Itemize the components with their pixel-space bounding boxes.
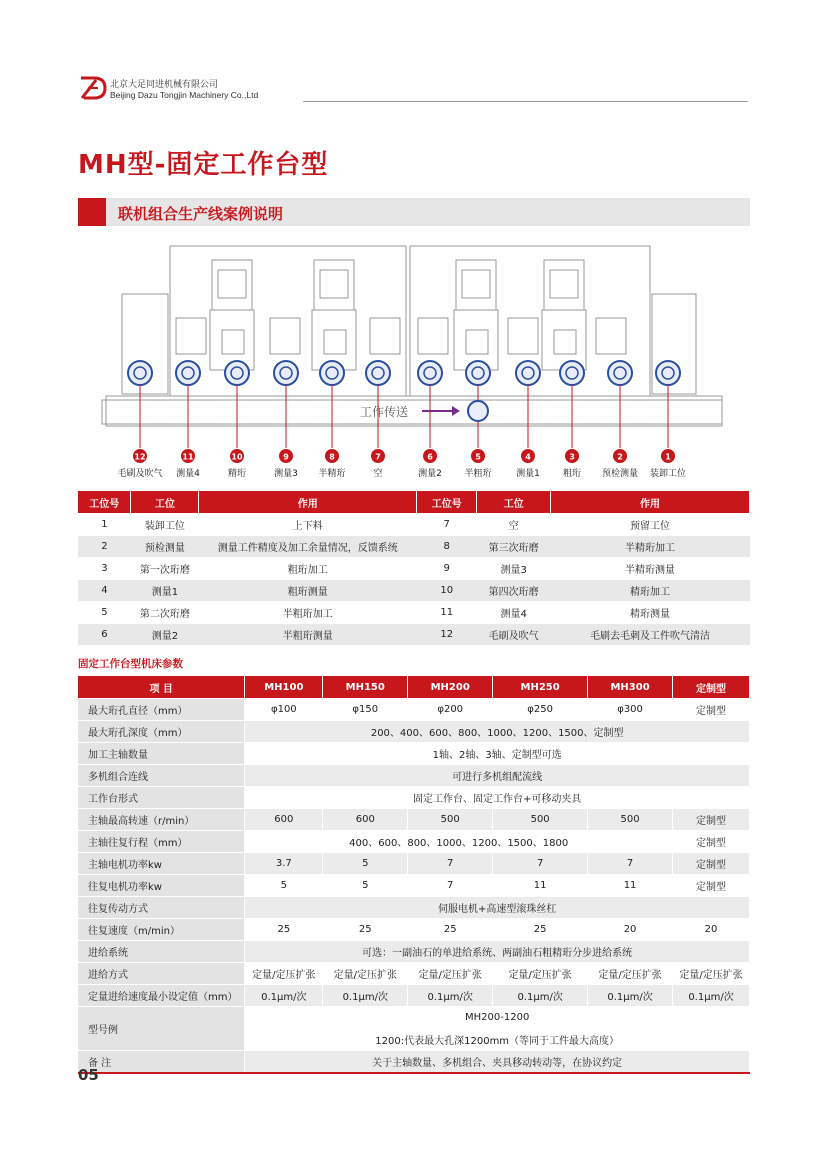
- station-table-cell: 8: [417, 536, 477, 558]
- params-cell: 400、600、800、1000、1200、1500、1800: [245, 831, 673, 853]
- params-table-header: MH250: [493, 676, 588, 699]
- production-line-diagram: [100, 240, 730, 484]
- table-row: [78, 1007, 750, 1029]
- params-cell: φ250: [493, 699, 588, 721]
- machine-outlines: [102, 246, 722, 426]
- params-table-header: MH200: [408, 676, 493, 699]
- station-label: 测量2: [418, 469, 442, 479]
- params-cell: 0.1μm/次: [588, 985, 673, 1007]
- params-row-label: 主轴电机功率kw: [78, 853, 245, 875]
- table-row: [78, 941, 750, 963]
- station-table-header: 工位号: [78, 491, 131, 514]
- station-wheel-icon: [656, 361, 680, 385]
- station-table-cell: 2: [78, 536, 131, 558]
- measure-head-1: [270, 318, 300, 354]
- station-table: [78, 491, 750, 646]
- table-row: [78, 787, 750, 809]
- params-cell: 定量/定压扩张: [245, 963, 323, 985]
- params-title: 固定工作台型机床参数: [78, 658, 183, 670]
- page-title: MH型-固定工作台型: [78, 150, 329, 180]
- spindle-head-2: [462, 270, 490, 298]
- table-row: [78, 602, 750, 624]
- params-cell: 25: [493, 919, 588, 941]
- params-cell: φ100: [245, 699, 323, 721]
- station-table-cell: 第四次珩磨: [477, 580, 551, 602]
- station-wheel-icon: [560, 361, 584, 385]
- station-label: 装卸工位: [649, 469, 687, 479]
- params-cell: 关于主轴数量、多机组合、夹具移动转动等，在协议约定: [245, 1051, 750, 1074]
- section-marker: [78, 198, 106, 226]
- station-label: 半粗珩: [464, 469, 492, 479]
- station-wheel-icon: [366, 361, 390, 385]
- station-table-cell: 半精珩加工: [551, 536, 750, 558]
- station-table-cell: 粗珩测量: [199, 580, 417, 602]
- params-cell: MH200-1200: [245, 1007, 750, 1029]
- station-table-cell: 第二次珩磨: [131, 602, 199, 624]
- station-table-cell: 毛刷及吹气: [477, 624, 551, 646]
- station-number: 10: [231, 452, 243, 462]
- station-table-header: 作用: [551, 491, 750, 514]
- station-table-cell: 6: [78, 624, 131, 646]
- station-number: 8: [329, 452, 335, 462]
- params-cell: 7: [588, 853, 673, 875]
- station-wheel-icon: [320, 361, 344, 385]
- station-table-cell: 粗珩加工: [199, 558, 417, 580]
- station-table-cell: 装卸工位: [131, 514, 199, 536]
- station-table-cell: 精珩测量: [551, 602, 750, 624]
- params-cell: 25: [323, 919, 408, 941]
- station-table-cell: 毛刷去毛刺及工件吹气清洁: [551, 624, 750, 646]
- params-cell: 600: [323, 809, 408, 831]
- params-cell: 定量/定压扩张: [673, 963, 750, 985]
- params-row-label: 进给系统: [78, 941, 245, 963]
- header-rule: [303, 101, 748, 102]
- station-table-cell: 9: [417, 558, 477, 580]
- flow-label: 工作传送: [360, 405, 409, 419]
- station-table-cell: 第一次珩磨: [131, 558, 199, 580]
- params-row-label: 备 注: [78, 1051, 245, 1074]
- station-label: 精珩: [227, 469, 247, 479]
- measure-head-5: [596, 318, 626, 354]
- station-markers: [117, 361, 686, 479]
- table-row: [78, 875, 750, 897]
- spindle-head-3: [550, 270, 578, 298]
- params-cell: 200、400、600、800、1000、1200、1500、定制型: [245, 721, 750, 743]
- table-row: [78, 624, 750, 646]
- company-name-en: Beijing Dazu Tongjin Machinery Co.,Ltd: [110, 90, 259, 100]
- conveyor-rail: [102, 400, 722, 424]
- station-table-cell: 4: [78, 580, 131, 602]
- station-table-cell: 上下料: [199, 514, 417, 536]
- params-cell: 定量/定压扩张: [588, 963, 673, 985]
- params-cell: 500: [493, 809, 588, 831]
- station-table-cell: 3: [78, 558, 131, 580]
- station-label: 空: [373, 469, 383, 479]
- station-number: 12: [134, 452, 146, 462]
- spindle-gear-3: [554, 330, 576, 354]
- params-cell: 20: [588, 919, 673, 941]
- section-title: 联机组合生产线案例说明: [118, 205, 284, 223]
- params-cell: 5: [323, 875, 408, 897]
- station-wheel-icon: [176, 361, 200, 385]
- params-row-label: 进给方式: [78, 963, 245, 985]
- station-number: 7: [375, 452, 381, 462]
- spindle-head-0: [218, 270, 246, 298]
- table-row: [78, 721, 750, 743]
- table-row: [78, 699, 750, 721]
- params-cell: 可选：一副油石的单进给系统、两副油石粗精珩分步进给系统: [245, 941, 750, 963]
- station-label: 测量4: [176, 469, 200, 479]
- params-cell: 定制型: [673, 809, 750, 831]
- params-cell: 5: [323, 853, 408, 875]
- measure-head-4: [508, 318, 538, 354]
- spindle-head-1: [320, 270, 348, 298]
- table-row: [78, 897, 750, 919]
- params-table: [78, 676, 750, 1074]
- station-table-cell: 精珩加工: [551, 580, 750, 602]
- params-row-label: 定量进给速度最小设定值（mm）: [78, 985, 245, 1007]
- company-logo-icon: [78, 74, 108, 102]
- params-cell: 500: [588, 809, 673, 831]
- station-number: 11: [182, 452, 194, 462]
- params-cell: 可进行多机组配流线: [245, 765, 750, 787]
- params-cell: 定制型: [673, 853, 750, 875]
- measure-head-3: [418, 318, 448, 354]
- transfer-wheel-icon: [468, 401, 488, 421]
- station-label: 预检测量: [601, 469, 639, 479]
- params-cell: 定制型: [673, 875, 750, 897]
- params-row-label: 往复电机功率kw: [78, 875, 245, 897]
- station-number: 6: [427, 452, 433, 462]
- table-row: [78, 1051, 750, 1074]
- station-label: 半精珩: [318, 469, 346, 479]
- station-table-cell: 半精珩测量: [551, 558, 750, 580]
- params-cell: 11: [493, 875, 588, 897]
- table-row: [78, 809, 750, 831]
- params-cell: 25: [408, 919, 493, 941]
- table-row: [78, 853, 750, 875]
- table-row: [78, 919, 750, 941]
- station-table-cell: 1: [78, 514, 131, 536]
- page-header: [78, 70, 748, 106]
- params-cell: 0.1μm/次: [673, 985, 750, 1007]
- station-number: 1: [665, 452, 671, 462]
- measure-head-2: [370, 318, 400, 354]
- params-cell: 定量/定压扩张: [408, 963, 493, 985]
- station-label: 粗珩: [562, 469, 582, 479]
- station-table-cell: 测量3: [477, 558, 551, 580]
- params-row-label: 多机组合连线: [78, 765, 245, 787]
- spindle-column-3: [542, 310, 586, 370]
- station-table-cell: 测量工件精度及加工余量情况，反馈系统: [199, 536, 417, 558]
- params-cell: 7: [408, 875, 493, 897]
- station-table-cell: 预检测量: [131, 536, 199, 558]
- table-row: [78, 985, 750, 1007]
- station-wheel-icon: [128, 361, 152, 385]
- params-cell: 0.1μm/次: [323, 985, 408, 1007]
- station-wheel-icon: [466, 361, 490, 385]
- station-wheel-icon: [274, 361, 298, 385]
- params-cell: 伺服电机+高速型滚珠丝杠: [245, 897, 750, 919]
- params-cell: 20: [673, 919, 750, 941]
- station-wheel-icon: [516, 361, 540, 385]
- station-table-cell: 测量1: [131, 580, 199, 602]
- table-row: [78, 963, 750, 985]
- params-row-label: 最大珩孔直径（mm）: [78, 699, 245, 721]
- params-cell: 0.1μm/次: [493, 985, 588, 1007]
- station-label: 毛刷及吹气: [117, 469, 163, 479]
- station-label: 测量1: [516, 469, 540, 479]
- table-row: [78, 514, 750, 536]
- station-table-cell: 半粗珩测量: [199, 624, 417, 646]
- params-cell: 0.1μm/次: [245, 985, 323, 1007]
- station-table-cell: 7: [417, 514, 477, 536]
- station-number: 4: [525, 452, 531, 462]
- station-number: 5: [475, 452, 481, 462]
- page-number: 05: [78, 1066, 99, 1084]
- station-table-header: 工位: [131, 491, 199, 514]
- params-cell: φ300: [588, 699, 673, 721]
- params-row-label: 工作台形式: [78, 787, 245, 809]
- params-cell: 7: [408, 853, 493, 875]
- flow-arrowhead-icon: [452, 406, 460, 416]
- station-number: 9: [283, 452, 289, 462]
- station-number: 2: [617, 452, 623, 462]
- params-cell: 7: [493, 853, 588, 875]
- table-row: [78, 831, 750, 853]
- params-table-header: MH100: [245, 676, 323, 699]
- station-table-cell: 5: [78, 602, 131, 624]
- params-cell: 3.7: [245, 853, 323, 875]
- params-table-header: 项 目: [78, 676, 245, 699]
- params-cell: 定制型: [673, 699, 750, 721]
- params-cell: 5: [245, 875, 323, 897]
- params-table-header: MH300: [588, 676, 673, 699]
- params-table-header: MH150: [323, 676, 408, 699]
- table-row: [78, 558, 750, 580]
- section-heading: [78, 198, 750, 226]
- params-cell: 500: [408, 809, 493, 831]
- params-cell: 定量/定压扩张: [493, 963, 588, 985]
- station-table-cell: 11: [417, 602, 477, 624]
- spindle-gear-0: [222, 330, 244, 354]
- spindle-gear-1: [324, 330, 346, 354]
- params-cell: 定制型: [673, 831, 750, 853]
- station-table-header: 工位: [477, 491, 551, 514]
- params-cell: 1轴、2轴、3轴、定制型可选: [245, 743, 750, 765]
- params-table-header: 定制型: [673, 676, 750, 699]
- table-row: [78, 580, 750, 602]
- company-name-cn: 北京大足同进机械有限公司: [110, 80, 219, 90]
- spindle-gear-2: [466, 330, 488, 354]
- station-wheel-icon: [225, 361, 249, 385]
- station-table-cell: 测量4: [477, 602, 551, 624]
- table-row: [78, 765, 750, 787]
- measure-head-0: [176, 318, 206, 354]
- station-table-cell: 预留工位: [551, 514, 750, 536]
- params-cell: φ150: [323, 699, 408, 721]
- params-row-label: 往复速度（m/min）: [78, 919, 245, 941]
- params-cell: 25: [245, 919, 323, 941]
- table-row: [78, 536, 750, 558]
- params-cell: 1200:代表最大孔深1200mm（等同于工件最大高度）: [245, 1029, 750, 1051]
- station-label: 测量3: [274, 469, 298, 479]
- station-wheel-icon: [608, 361, 632, 385]
- params-cell: 11: [588, 875, 673, 897]
- params-row-label: 最大珩孔深度（mm）: [78, 721, 245, 743]
- params-cell: 600: [245, 809, 323, 831]
- station-number: 3: [569, 452, 575, 462]
- params-cell: 固定工作台、固定工作台+可移动夹具: [245, 787, 750, 809]
- params-row-label: 往复传动方式: [78, 897, 245, 919]
- params-cell: 0.1μm/次: [408, 985, 493, 1007]
- station-table-header: 工位号: [417, 491, 477, 514]
- params-cell: 定量/定压扩张: [323, 963, 408, 985]
- station-table-cell: 半粗珩加工: [199, 602, 417, 624]
- station-table-cell: 空: [477, 514, 551, 536]
- params-row-label: 主轴最高转速（r/min）: [78, 809, 245, 831]
- station-wheel-icon: [418, 361, 442, 385]
- station-table-header: 作用: [199, 491, 417, 514]
- params-row-label: 主轴往复行程（mm）: [78, 831, 245, 853]
- params-row-label: 加工主轴数量: [78, 743, 245, 765]
- params-cell: φ200: [408, 699, 493, 721]
- station-table-cell: 10: [417, 580, 477, 602]
- station-table-cell: 测量2: [131, 624, 199, 646]
- station-table-cell: 12: [417, 624, 477, 646]
- params-row-label: 型号例: [78, 1007, 245, 1051]
- station-table-cell: 第三次珩磨: [477, 536, 551, 558]
- table-row: [78, 743, 750, 765]
